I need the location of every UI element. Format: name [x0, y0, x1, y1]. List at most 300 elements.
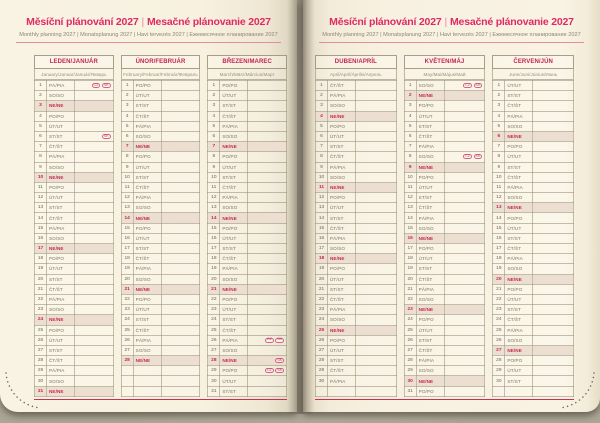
weekday-label: ČT/ŠT: [505, 315, 533, 325]
day-number: 8: [493, 152, 505, 162]
month-table: [404, 80, 486, 397]
day-number: 3: [316, 101, 328, 111]
day-row: [404, 172, 485, 182]
holiday-badge-sk: SK: [103, 133, 109, 138]
day-row: [208, 101, 287, 111]
weekday-label: NE/NE: [47, 244, 75, 254]
notes-cell: [533, 305, 574, 315]
day-row: [316, 294, 397, 304]
day-row: [121, 121, 200, 131]
holiday-badges: [445, 83, 485, 88]
notes-cell: [533, 274, 574, 284]
weekday-label: ČT/ŠT: [328, 294, 356, 304]
notes-cell: [75, 356, 114, 366]
notes-cell: [161, 213, 200, 223]
notes-cell: [75, 315, 114, 325]
holiday-badge-cz: CZ: [465, 154, 471, 159]
day-number: 17: [35, 244, 47, 254]
day-row: [35, 193, 114, 203]
day-number: 14: [121, 213, 133, 223]
day-row: [316, 264, 397, 274]
notes-cell: [533, 244, 574, 254]
day-row: [35, 244, 114, 254]
weekday-label: SO/SO: [416, 223, 444, 233]
notes-cell: [533, 254, 574, 264]
day-number: 4: [404, 111, 416, 121]
day-row: [404, 284, 485, 294]
weekday-label: ČT/ŠT: [416, 274, 444, 284]
weekday-label: ST/ST: [133, 315, 161, 325]
weekday-label: SO/SO: [505, 193, 533, 203]
day-number: 19: [404, 264, 416, 274]
weekday-label: PÁ/PIA: [47, 152, 75, 162]
day-number: 30: [208, 376, 220, 386]
weekday-label: PÁ/PIA: [220, 193, 248, 203]
notes-cell: [161, 345, 200, 355]
day-row: [35, 325, 114, 335]
weekday-label: PO/PO: [416, 315, 444, 325]
notes-cell: [356, 111, 397, 121]
weekday-label: ST/ST: [47, 131, 75, 141]
day-number: [121, 386, 133, 396]
day-row: [404, 366, 485, 376]
day-row: [35, 254, 114, 264]
weekday-label: ČT/ŠT: [220, 325, 248, 335]
day-number: 24: [121, 315, 133, 325]
day-row: [208, 376, 287, 386]
notes-cell: [444, 223, 485, 233]
day-row: [208, 274, 287, 284]
day-row: [404, 376, 485, 386]
notes-cell: [248, 121, 287, 131]
weekday-label: ÚT/UT: [505, 366, 533, 376]
notes-cell: [248, 305, 287, 315]
notes-cell: [356, 131, 397, 141]
notes-cell: [356, 305, 397, 315]
day-row: [493, 172, 574, 182]
weekday-label: PÁ/PIA: [133, 264, 161, 274]
day-row: [121, 152, 200, 162]
weekday-label: SO/SO: [133, 345, 161, 355]
day-number: 18: [35, 254, 47, 264]
day-row: [493, 152, 574, 162]
day-row: [208, 213, 287, 223]
day-row: [121, 294, 200, 304]
day-row: [404, 213, 485, 223]
notes-cell: [356, 356, 397, 366]
day-row: [121, 203, 200, 213]
day-row: [404, 142, 485, 152]
weekday-label: ČT/ŠT: [328, 152, 356, 162]
month-column: [121, 55, 201, 397]
day-number: 28: [316, 356, 328, 366]
notes-cell: [444, 193, 485, 203]
day-row: [404, 131, 485, 141]
weekday-label: ÚT/UT: [328, 345, 356, 355]
day-number: 7: [493, 142, 505, 152]
day-number: 17: [404, 244, 416, 254]
notes-cell: [161, 305, 200, 315]
day-number: 5: [35, 121, 47, 131]
weekday-label: NE/NE: [505, 131, 533, 141]
weekday-label: PO/PO: [328, 193, 356, 203]
title-rule: [319, 42, 584, 43]
weekday-label: NE/NE: [328, 111, 356, 121]
weekday-label: NE/NE: [133, 284, 161, 294]
day-row: [35, 91, 114, 101]
notes-cell: [533, 81, 574, 91]
day-row: [493, 193, 574, 203]
notes-cell: [533, 121, 574, 131]
notes-cell: [444, 305, 485, 315]
day-row: [35, 294, 114, 304]
weekday-label: ST/ST: [133, 101, 161, 111]
day-number: 12: [35, 193, 47, 203]
day-row: [404, 182, 485, 192]
weekday-label: NE/NE: [416, 376, 444, 386]
day-number: 5: [404, 121, 416, 131]
day-number: [316, 386, 328, 396]
day-number: 27: [404, 345, 416, 355]
weekday-label: NE/NE: [505, 203, 533, 213]
notes-cell: [444, 254, 485, 264]
day-number: 29: [316, 366, 328, 376]
day-number: 1: [121, 81, 133, 91]
holiday-badge-sk: SK: [277, 357, 283, 362]
day-number: 25: [316, 325, 328, 335]
day-number: 25: [121, 325, 133, 335]
weekday-label: [505, 386, 533, 396]
day-number: 1: [316, 81, 328, 91]
weekday-label: ÚT/UT: [328, 203, 356, 213]
month-languages: February/Februar/Február/Февраль: [121, 69, 201, 80]
notes-cell: [161, 152, 200, 162]
weekday-label: PO/PO: [328, 335, 356, 345]
day-number: 27: [208, 345, 220, 355]
month-table: [34, 80, 114, 397]
page-subtitle: Monthly planning 2027 | Monatsplanung 2027 | Havi tervezés 2027 | Ежемесячное планирование 2027: [19, 32, 278, 38]
notes-cell: [356, 142, 397, 152]
day-number: 11: [404, 182, 416, 192]
notes-cell: [356, 81, 397, 91]
day-row: [316, 366, 397, 376]
weekday-label: ST/ST: [416, 264, 444, 274]
day-number: 29: [493, 366, 505, 376]
weekday-label: PO/PO: [220, 366, 248, 376]
day-number: 23: [493, 305, 505, 315]
notes-cell: [356, 193, 397, 203]
day-number: 8: [316, 152, 328, 162]
weekday-label: PÁ/PIA: [416, 213, 444, 223]
weekday-label: PO/PO: [416, 172, 444, 182]
day-number: 24: [35, 315, 47, 325]
day-row: [35, 366, 114, 376]
day-row: [35, 376, 114, 386]
day-row: [316, 91, 397, 101]
day-row: [35, 305, 114, 315]
weekday-label: PÁ/PIA: [505, 325, 533, 335]
notes-cell: [248, 131, 287, 141]
weekday-label: [133, 376, 161, 386]
day-row: [493, 345, 574, 355]
day-number: 5: [316, 121, 328, 131]
day-number: 15: [316, 223, 328, 233]
weekday-label: ST/ST: [416, 335, 444, 345]
weekday-label: SO/SO: [133, 203, 161, 213]
notes-cell: [248, 233, 287, 243]
day-row: [35, 315, 114, 325]
day-row: [316, 203, 397, 213]
weekday-label: ST/ST: [505, 305, 533, 315]
notes-cell: [533, 182, 574, 192]
day-number: 1: [35, 81, 47, 91]
day-row: [121, 91, 200, 101]
day-number: 20: [208, 274, 220, 284]
day-number: 7: [35, 142, 47, 152]
month-name: ČERVEN/JÚN: [492, 55, 574, 69]
day-row: [35, 335, 114, 345]
weekday-label: PÁ/PIA: [133, 193, 161, 203]
notes-cell: [75, 203, 114, 213]
day-row: [208, 294, 287, 304]
weekday-label: PÁ/PIA: [47, 81, 75, 91]
day-number: 3: [35, 101, 47, 111]
day-number: 17: [208, 244, 220, 254]
weekday-label: ST/ST: [220, 315, 248, 325]
notes-cell: [533, 386, 574, 396]
weekday-label: PÁ/PIA: [47, 223, 75, 233]
month-name: LEDEN/JANUÁR: [34, 55, 114, 69]
weekday-label: PÁ/PIA: [328, 376, 356, 386]
day-row: [493, 376, 574, 386]
day-number: 3: [208, 101, 220, 111]
weekday-label: ÚT/UT: [220, 162, 248, 172]
notes-cell: [75, 121, 114, 131]
month-column: [315, 55, 397, 397]
notes-cell: [75, 111, 114, 121]
notes-cell: [75, 284, 114, 294]
holiday-badge-cz: CZ: [93, 82, 99, 87]
empty-row: [121, 376, 200, 386]
day-number: 6: [35, 131, 47, 141]
day-number: 16: [208, 233, 220, 243]
day-number: 16: [35, 233, 47, 243]
day-number: 23: [121, 305, 133, 315]
title-czech: Měsíční plánování 2027: [26, 16, 139, 28]
day-number: 10: [404, 172, 416, 182]
weekday-label: PO/PO: [328, 121, 356, 131]
notes-cell: [444, 101, 485, 111]
holiday-badge-sk: SK: [103, 82, 109, 87]
notes-cell: [356, 162, 397, 172]
day-number: 9: [121, 162, 133, 172]
day-number: 15: [121, 223, 133, 233]
weekday-label: PO/PO: [220, 223, 248, 233]
day-number: 18: [316, 254, 328, 264]
day-row: [316, 274, 397, 284]
notes-cell: [75, 223, 114, 233]
title-rule: [16, 42, 281, 43]
weekday-label: SO/SO: [328, 315, 356, 325]
day-number: 28: [208, 356, 220, 366]
notes-cell: [161, 121, 200, 131]
month-column: [404, 55, 486, 397]
day-number: 8: [35, 152, 47, 162]
weekday-label: ST/ST: [47, 274, 75, 284]
weekday-label: PÁ/PIA: [220, 335, 248, 345]
weekday-label: SO/SO: [328, 101, 356, 111]
day-row: [208, 345, 287, 355]
day-number: 26: [35, 335, 47, 345]
notes-cell: [533, 356, 574, 366]
notes-cell: [356, 244, 397, 254]
notes-cell: [356, 315, 397, 325]
day-number: 6: [316, 131, 328, 141]
notes-cell: [75, 101, 114, 111]
weekday-label: ÚT/UT: [416, 254, 444, 264]
notes-cell: [533, 223, 574, 233]
notes-cell: [161, 274, 200, 284]
notes-cell: [356, 91, 397, 101]
day-number: 22: [316, 294, 328, 304]
notes-cell: [533, 142, 574, 152]
notes-cell: [161, 182, 200, 192]
day-number: [493, 386, 505, 396]
day-number: 26: [404, 335, 416, 345]
weekday-label: ÚT/UT: [220, 305, 248, 315]
day-number: 13: [493, 203, 505, 213]
day-row: [404, 152, 485, 162]
day-row: [404, 274, 485, 284]
weekday-label: PÁ/PIA: [220, 121, 248, 131]
weekday-label: PO/PO: [220, 81, 248, 91]
day-number: 6: [121, 131, 133, 141]
weekday-label: ČT/ŠT: [47, 213, 75, 223]
day-number: 9: [316, 162, 328, 172]
day-row: [208, 325, 287, 335]
day-row: [404, 233, 485, 243]
weekday-label: PO/PO: [505, 213, 533, 223]
notes-cell: [248, 366, 287, 376]
day-row: [404, 162, 485, 172]
day-row: [208, 366, 287, 376]
notes-cell: [248, 315, 287, 325]
notes-cell: [533, 213, 574, 223]
day-row: [208, 162, 287, 172]
notes-cell: [444, 111, 485, 121]
day-row: [208, 111, 287, 121]
day-number: 7: [316, 142, 328, 152]
day-number: 22: [35, 294, 47, 304]
weekday-label: ÚT/UT: [505, 294, 533, 304]
day-row: [121, 284, 200, 294]
notes-cell: [75, 376, 114, 386]
day-row: [208, 254, 287, 264]
day-row: [121, 213, 200, 223]
weekday-label: PO/PO: [133, 294, 161, 304]
notes-cell: [248, 345, 287, 355]
notes-cell: [444, 81, 485, 91]
day-number: 19: [121, 264, 133, 274]
day-row: [208, 193, 287, 203]
notes-cell: [161, 111, 200, 121]
day-number: 16: [493, 233, 505, 243]
notes-cell: [161, 264, 200, 274]
day-row: [493, 121, 574, 131]
notes-cell: [356, 294, 397, 304]
day-row: [316, 335, 397, 345]
weekday-label: ÚT/UT: [133, 305, 161, 315]
weekday-label: PÁ/PIA: [505, 254, 533, 264]
weekday-label: PÁ/PIA: [416, 142, 444, 152]
notes-cell: [75, 386, 114, 396]
weekday-label: ČT/ŠT: [505, 244, 533, 254]
weekday-label: ÚT/UT: [505, 81, 533, 91]
notes-cell: [533, 376, 574, 386]
day-number: 9: [404, 162, 416, 172]
day-row: [316, 162, 397, 172]
page-left: [0, 0, 297, 412]
day-number: 21: [316, 284, 328, 294]
notes-cell: [444, 244, 485, 254]
day-number: 28: [404, 356, 416, 366]
weekday-label: ST/ST: [505, 233, 533, 243]
day-number: 14: [208, 213, 220, 223]
notes-cell: [533, 345, 574, 355]
day-number: 2: [35, 91, 47, 101]
day-row: [35, 131, 114, 141]
notes-cell: [75, 305, 114, 315]
notes-cell: [161, 91, 200, 101]
day-row: [316, 172, 397, 182]
notes-cell: [533, 203, 574, 213]
day-row: [316, 254, 397, 264]
notes-cell: [356, 386, 397, 396]
weekday-label: ČT/ŠT: [220, 182, 248, 192]
day-row: [404, 356, 485, 366]
notes-cell: [75, 254, 114, 264]
notes-cell: [444, 213, 485, 223]
day-number: 2: [316, 91, 328, 101]
day-number: 19: [208, 264, 220, 274]
notes-cell: [75, 294, 114, 304]
weekday-label: PÁ/PIA: [505, 182, 533, 192]
weekday-label: NE/NE: [220, 142, 248, 152]
day-row: [493, 182, 574, 192]
day-row: [316, 305, 397, 315]
day-number: 29: [208, 366, 220, 376]
holiday-badge-cz: CZ: [465, 82, 471, 87]
holiday-badge-cz: CZ: [266, 337, 272, 342]
day-number: 15: [493, 223, 505, 233]
notes-cell: [75, 366, 114, 376]
day-row: [208, 182, 287, 192]
notes-cell: [356, 254, 397, 264]
day-row: [404, 244, 485, 254]
notes-cell: [533, 172, 574, 182]
notes-cell: [161, 386, 200, 396]
month-table: [492, 80, 574, 397]
day-row: [35, 152, 114, 162]
holiday-badges: [248, 368, 286, 373]
day-number: 25: [208, 325, 220, 335]
notes-cell: [161, 335, 200, 345]
month-column: [207, 55, 287, 397]
day-number: 24: [316, 315, 328, 325]
day-row: [493, 335, 574, 345]
day-number: 19: [35, 264, 47, 274]
weekday-label: ÚT/UT: [220, 376, 248, 386]
